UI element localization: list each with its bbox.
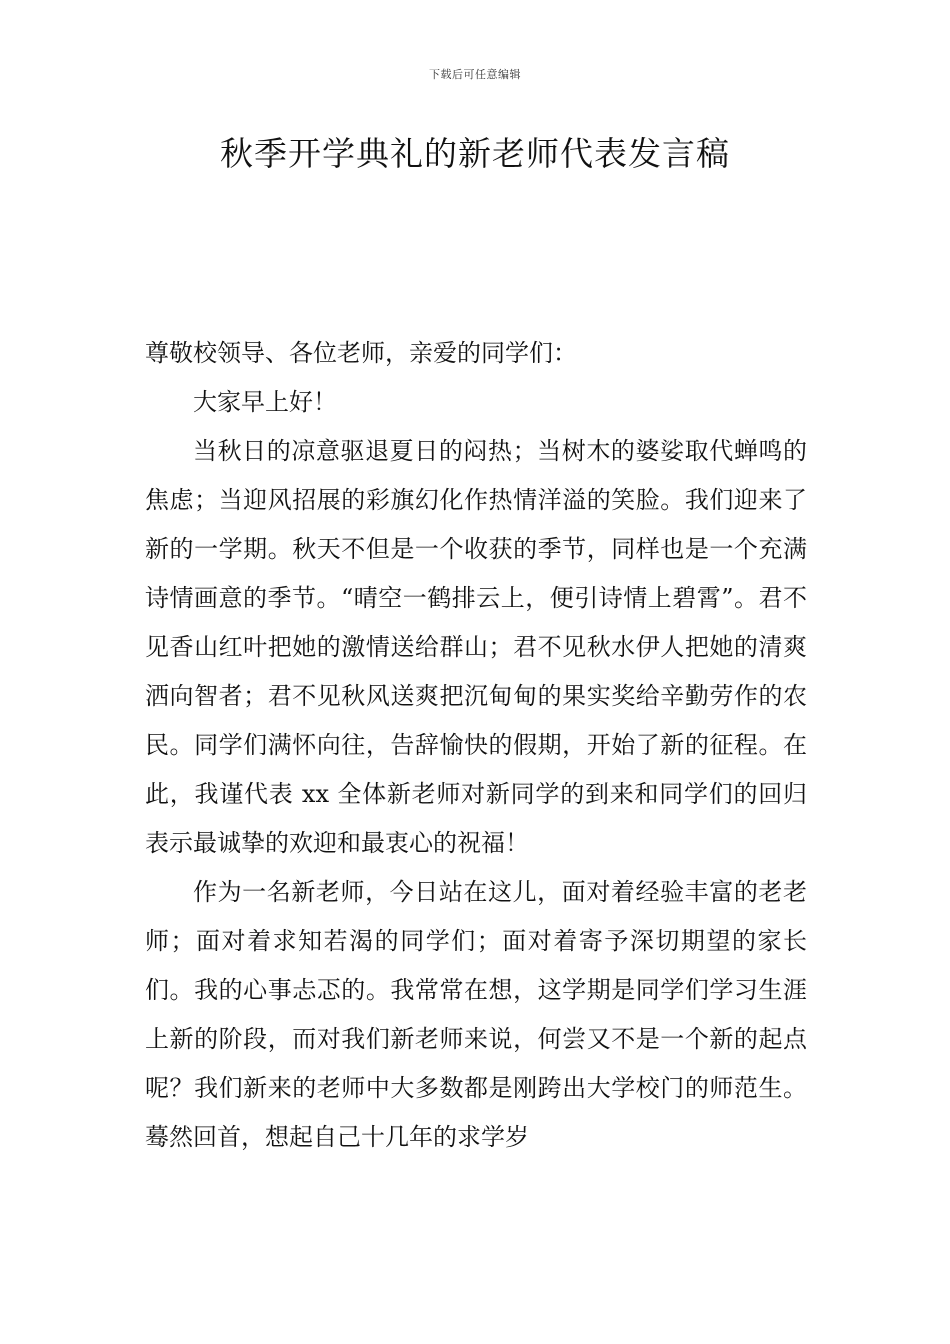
- document-title: 秋季开学典礼的新老师代表发言稿: [220, 134, 730, 173]
- paragraph-new-teacher: 作为一名新老师，今日站在这儿，面对着经验丰富的老老师；面对着求知若渴的同学们；面对着寄予深切期望的家长们。我的心事忐忑的。我常常在想，这学期是同学们学习生涯上新的阶段，而对我们新老师来说，何尝又不是一个新的起点呢？我们新来的老师中大多数都是刚跨出大学校门的师范生。蓦然回首，想起自己十几年的求学岁: [145, 878, 807, 1151]
- salutation: 尊敬校领导、各位老师，亲爱的同学们：: [145, 339, 577, 367]
- header-note: 下载后可任意编辑: [429, 68, 521, 81]
- paragraph-greeting: 大家早上好！: [193, 388, 337, 416]
- document-body: [145, 329, 807, 1162]
- paragraph-autumn: 当秋日的凉意驱退夏日的闷热；当树木的婆娑取代蝉鸣的焦虑；当迎风招展的彩旗幻化作热情洋溢的笑脸。我们迎来了新的一学期。秋天不但是一个收获的季节，同样也是一个充满诗情画意的季节。“晴空一鹤排云上，便引诗情上碧霄”。君不见香山红叶把她的激情送给群山；君不见秋水伊人把她的清爽洒向智者；君不见秋风送爽把沉甸甸的果实奖给辛勤劳作的农民。同学们满怀向往，告辞愉快的假期，开始了新的征程。在此，我谨代表 xx 全体新老师对新同学的到来和同学们的回归表示最诚挚的欢迎和最衷心的祝福！: [145, 437, 807, 857]
